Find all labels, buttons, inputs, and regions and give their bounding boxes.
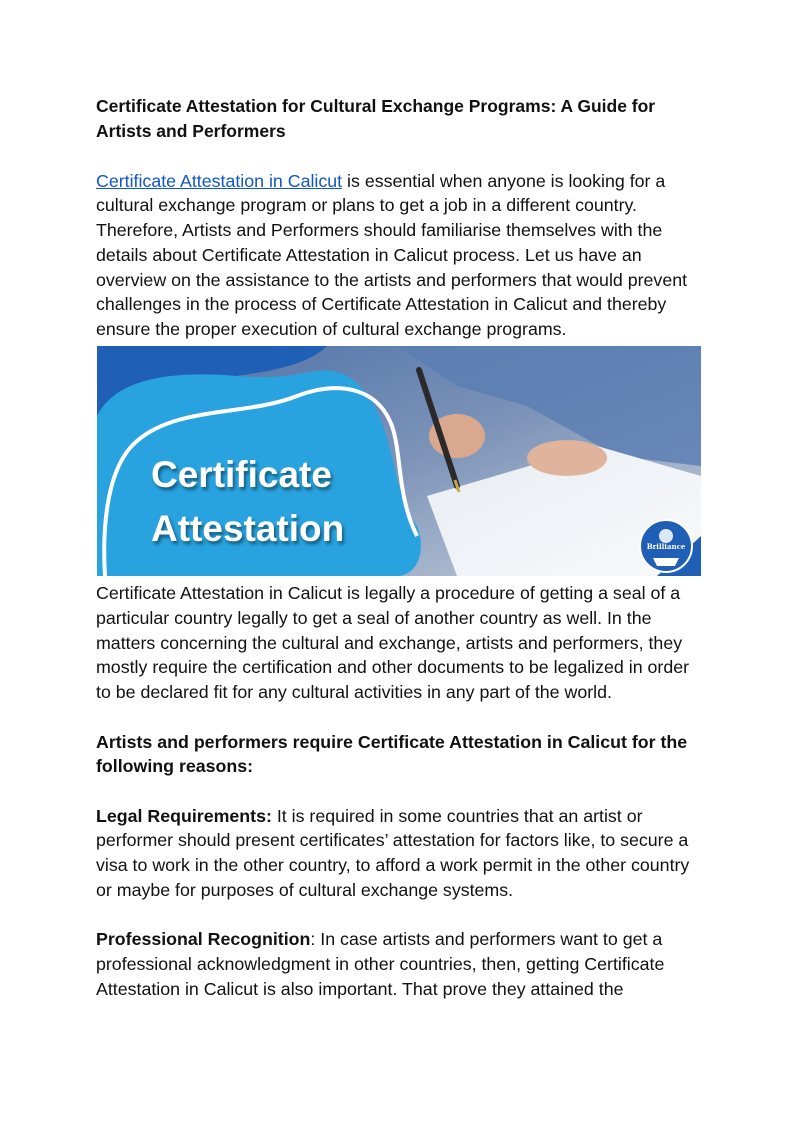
hero-banner-image bbox=[97, 346, 701, 576]
legal-requirements-text: It is required in some countries that an artist or performer should present certificates’ attestation for factors like, to secure a visa to work in the other country, to afford a work permit in the other country or maybe for purposes of cultural exchange systems. bbox=[96, 805, 690, 901]
document-page bbox=[96, 94, 706, 1002]
hero-title-line-1: Certificate bbox=[151, 454, 332, 496]
reasons-heading: Artists and performers require Certificate Attestation in Calicut for the following reasons: bbox=[96, 731, 688, 777]
professional-recognition-label: Professional Recognition bbox=[96, 929, 311, 950]
intro-paragraph bbox=[96, 169, 706, 343]
legal-requirements-label: Legal Requirements: bbox=[96, 805, 272, 826]
professional-recognition-paragraph bbox=[96, 927, 706, 1001]
calicut-attestation-link[interactable]: Certificate Attestation in Calicut bbox=[96, 170, 343, 191]
hero-title-line-2: Attestation bbox=[151, 508, 345, 550]
legal-requirements-paragraph bbox=[96, 804, 706, 903]
hero-title bbox=[151, 448, 344, 556]
professional-recognition-text: : In case artists and performers want to get a professional acknowledgment in other countries, then, getting Certificate Attestation in Calicut is also important. That prove they attained the bbox=[96, 929, 665, 999]
intro-text: is essential when anyone is looking for a cultural exchange program or plans to get a job in a different country. Therefore, Artists and Performers should familiarise themselves with the details about Certificate Attestation in Calicut process. Let us have an overview on the assistance to the artists and performers that would prevent challenges in the process of Certificate Attestation in Calicut and thereby ensure the proper execution of cultural exchange programs. bbox=[96, 170, 688, 340]
document-title: Certificate Attestation for Cultural Exchange Programs: A Guide for Artists and Performers bbox=[96, 96, 656, 141]
definition-paragraph: Certificate Attestation in Calicut is legally a procedure of getting a seal of a particular country legally to get a seal of another country as well. In the matters concerning the cultural and exchange, artists and performers, they mostly require the certification and other documents to be legalized in order to be declared fit for any cultural activities in any part of the world. bbox=[96, 583, 690, 703]
brand-logo-text: Brilliance bbox=[646, 542, 686, 552]
